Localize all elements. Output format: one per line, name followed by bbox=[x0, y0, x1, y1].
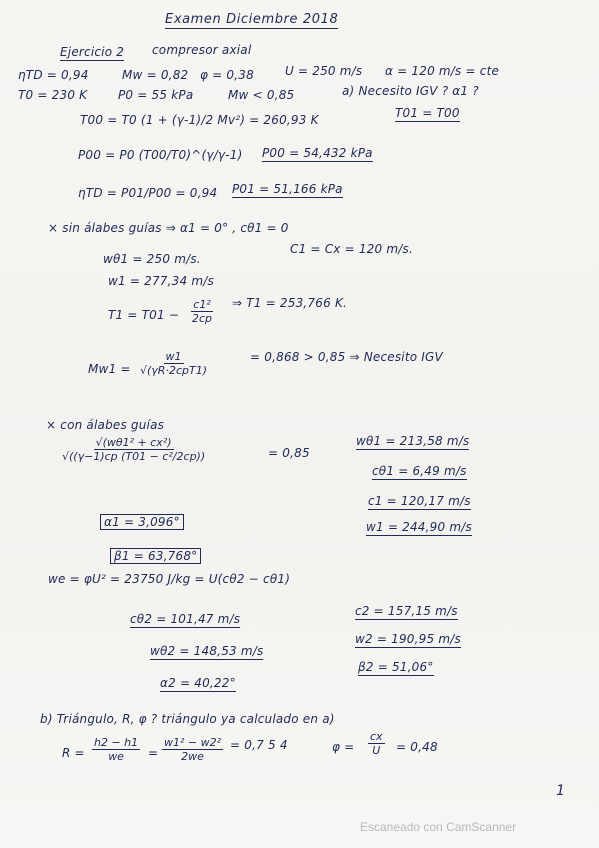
section-con-alabes: × con álabes guías bbox=[46, 418, 165, 432]
eq-eta-result: P01 = 51,166 kPa bbox=[232, 182, 343, 196]
given-phi: φ = 0,38 bbox=[200, 68, 254, 82]
eq-p00-result: P00 = 54,432 kPa bbox=[262, 146, 373, 160]
eq-r-denominator-2: 2we bbox=[181, 750, 204, 763]
page-title: Examen Diciembre 2018 bbox=[165, 12, 339, 27]
result-cth2: cθ2 = 101,47 m/s bbox=[130, 612, 241, 626]
given-p0: P0 = 55 kPa bbox=[118, 88, 194, 102]
result-c1: c1 = 120,17 m/s bbox=[368, 494, 471, 508]
eq-eta: ηTD = P01/P00 = 0,94 bbox=[78, 186, 218, 200]
given-alpha: α = 120 m/s = cte bbox=[385, 64, 500, 78]
result-alpha1: α1 = 3,096° bbox=[100, 514, 184, 530]
eq-t00: T00 = T0 (1 + (γ-1)/2 Mv²) = 260,93 K bbox=[80, 113, 319, 127]
exercise-subject: compresor axial bbox=[152, 43, 252, 57]
eq-t1-lhs: T1 = T01 − bbox=[108, 308, 180, 322]
eq-mw-numerator: w1 bbox=[165, 350, 182, 363]
eq-mw-denominator: √(γR·2cpT1) bbox=[140, 364, 207, 377]
eq-mw-result: = 0,868 > 0,85 ⇒ Necesito IGV bbox=[250, 350, 443, 364]
eq-work: we = φU² = 23750 J/kg = U(cθ2 − cθ1) bbox=[48, 572, 291, 586]
eq-t00-result: T01 = T00 bbox=[395, 106, 460, 120]
section-sin-alabes: × sin álabes guías ⇒ α1 = 0° , cθ1 = 0 bbox=[48, 221, 289, 235]
eq-r-denominator-1: we bbox=[108, 750, 124, 763]
eq-phi-lhs: φ = bbox=[332, 740, 355, 754]
eq-phi-denominator: U bbox=[372, 744, 381, 757]
eq-r-lhs: R = bbox=[62, 746, 85, 760]
exercise-heading: Ejercicio 2 bbox=[60, 45, 125, 59]
given-mw-limit: Mw < 0,85 bbox=[228, 88, 295, 102]
eq-mach-denominator: √((γ−1)cp (T01 − c²/2cp)) bbox=[62, 450, 206, 463]
eq-phi-numerator: cx bbox=[370, 730, 383, 743]
eq-w1: w1 = 277,34 m/s bbox=[108, 274, 214, 288]
eq-t1-denominator: 2cp bbox=[192, 312, 213, 325]
eq-t1-numerator: c1² bbox=[193, 298, 211, 311]
eq-r-equals: = bbox=[148, 746, 159, 760]
result-beta1: β1 = 63,768° bbox=[110, 548, 201, 564]
result-alpha2: α2 = 40,22° bbox=[160, 676, 236, 690]
eq-mach-result: = 0,85 bbox=[268, 446, 310, 460]
eq-r-numerator-2: w1² − w2² bbox=[164, 736, 222, 749]
eq-w01: wθ1 = 250 m/s. bbox=[103, 252, 201, 266]
eq-t1-result: ⇒ T1 = 253,766 K. bbox=[232, 296, 348, 310]
eq-mw-lhs: Mw1 = bbox=[88, 362, 131, 376]
result-w01: wθ1 = 213,58 m/s bbox=[356, 434, 470, 448]
eq-p00: P00 = P0 (T00/T0)^(γ/γ-1) bbox=[78, 148, 243, 162]
given-u: U = 250 m/s bbox=[285, 64, 363, 78]
result-beta2: β2 = 51,06° bbox=[358, 660, 434, 674]
question-a: a) Necesito IGV ? α1 ? bbox=[342, 84, 479, 98]
eq-mw-fraction bbox=[138, 350, 209, 377]
result-r: = 0,7 5 4 bbox=[230, 738, 288, 752]
result-phi: = 0,48 bbox=[396, 740, 438, 754]
result-w2: w2 = 190,95 m/s bbox=[355, 632, 461, 646]
eq-c1: C1 = Cx = 120 m/s. bbox=[290, 242, 413, 256]
given-eta: ηTD = 0,94 bbox=[18, 68, 89, 82]
result-w1: w1 = 244,90 m/s bbox=[366, 520, 472, 534]
eq-r-fraction-1 bbox=[92, 736, 140, 763]
result-cth1: cθ1 = 6,49 m/s bbox=[372, 464, 467, 478]
eq-t1-fraction bbox=[190, 298, 214, 325]
eq-mach-fraction bbox=[60, 436, 207, 463]
eq-mach-numerator: √(wθ1² + cx²) bbox=[95, 436, 172, 449]
result-wth2: wθ2 = 148,53 m/s bbox=[150, 644, 264, 658]
page-number: 1 bbox=[556, 783, 565, 799]
eq-phi-fraction bbox=[368, 730, 385, 757]
given-t0: T0 = 230 K bbox=[18, 88, 88, 102]
result-c2: c2 = 157,15 m/s bbox=[355, 604, 458, 618]
eq-r-fraction-2 bbox=[162, 736, 223, 763]
eq-r-numerator-1: h2 − h1 bbox=[94, 736, 139, 749]
question-b: b) Triángulo, R, φ ? triángulo ya calculado en a) bbox=[40, 712, 335, 726]
scanner-watermark: Escaneado con CamScanner bbox=[360, 820, 517, 834]
given-mw: Mw = 0,82 bbox=[122, 68, 189, 82]
